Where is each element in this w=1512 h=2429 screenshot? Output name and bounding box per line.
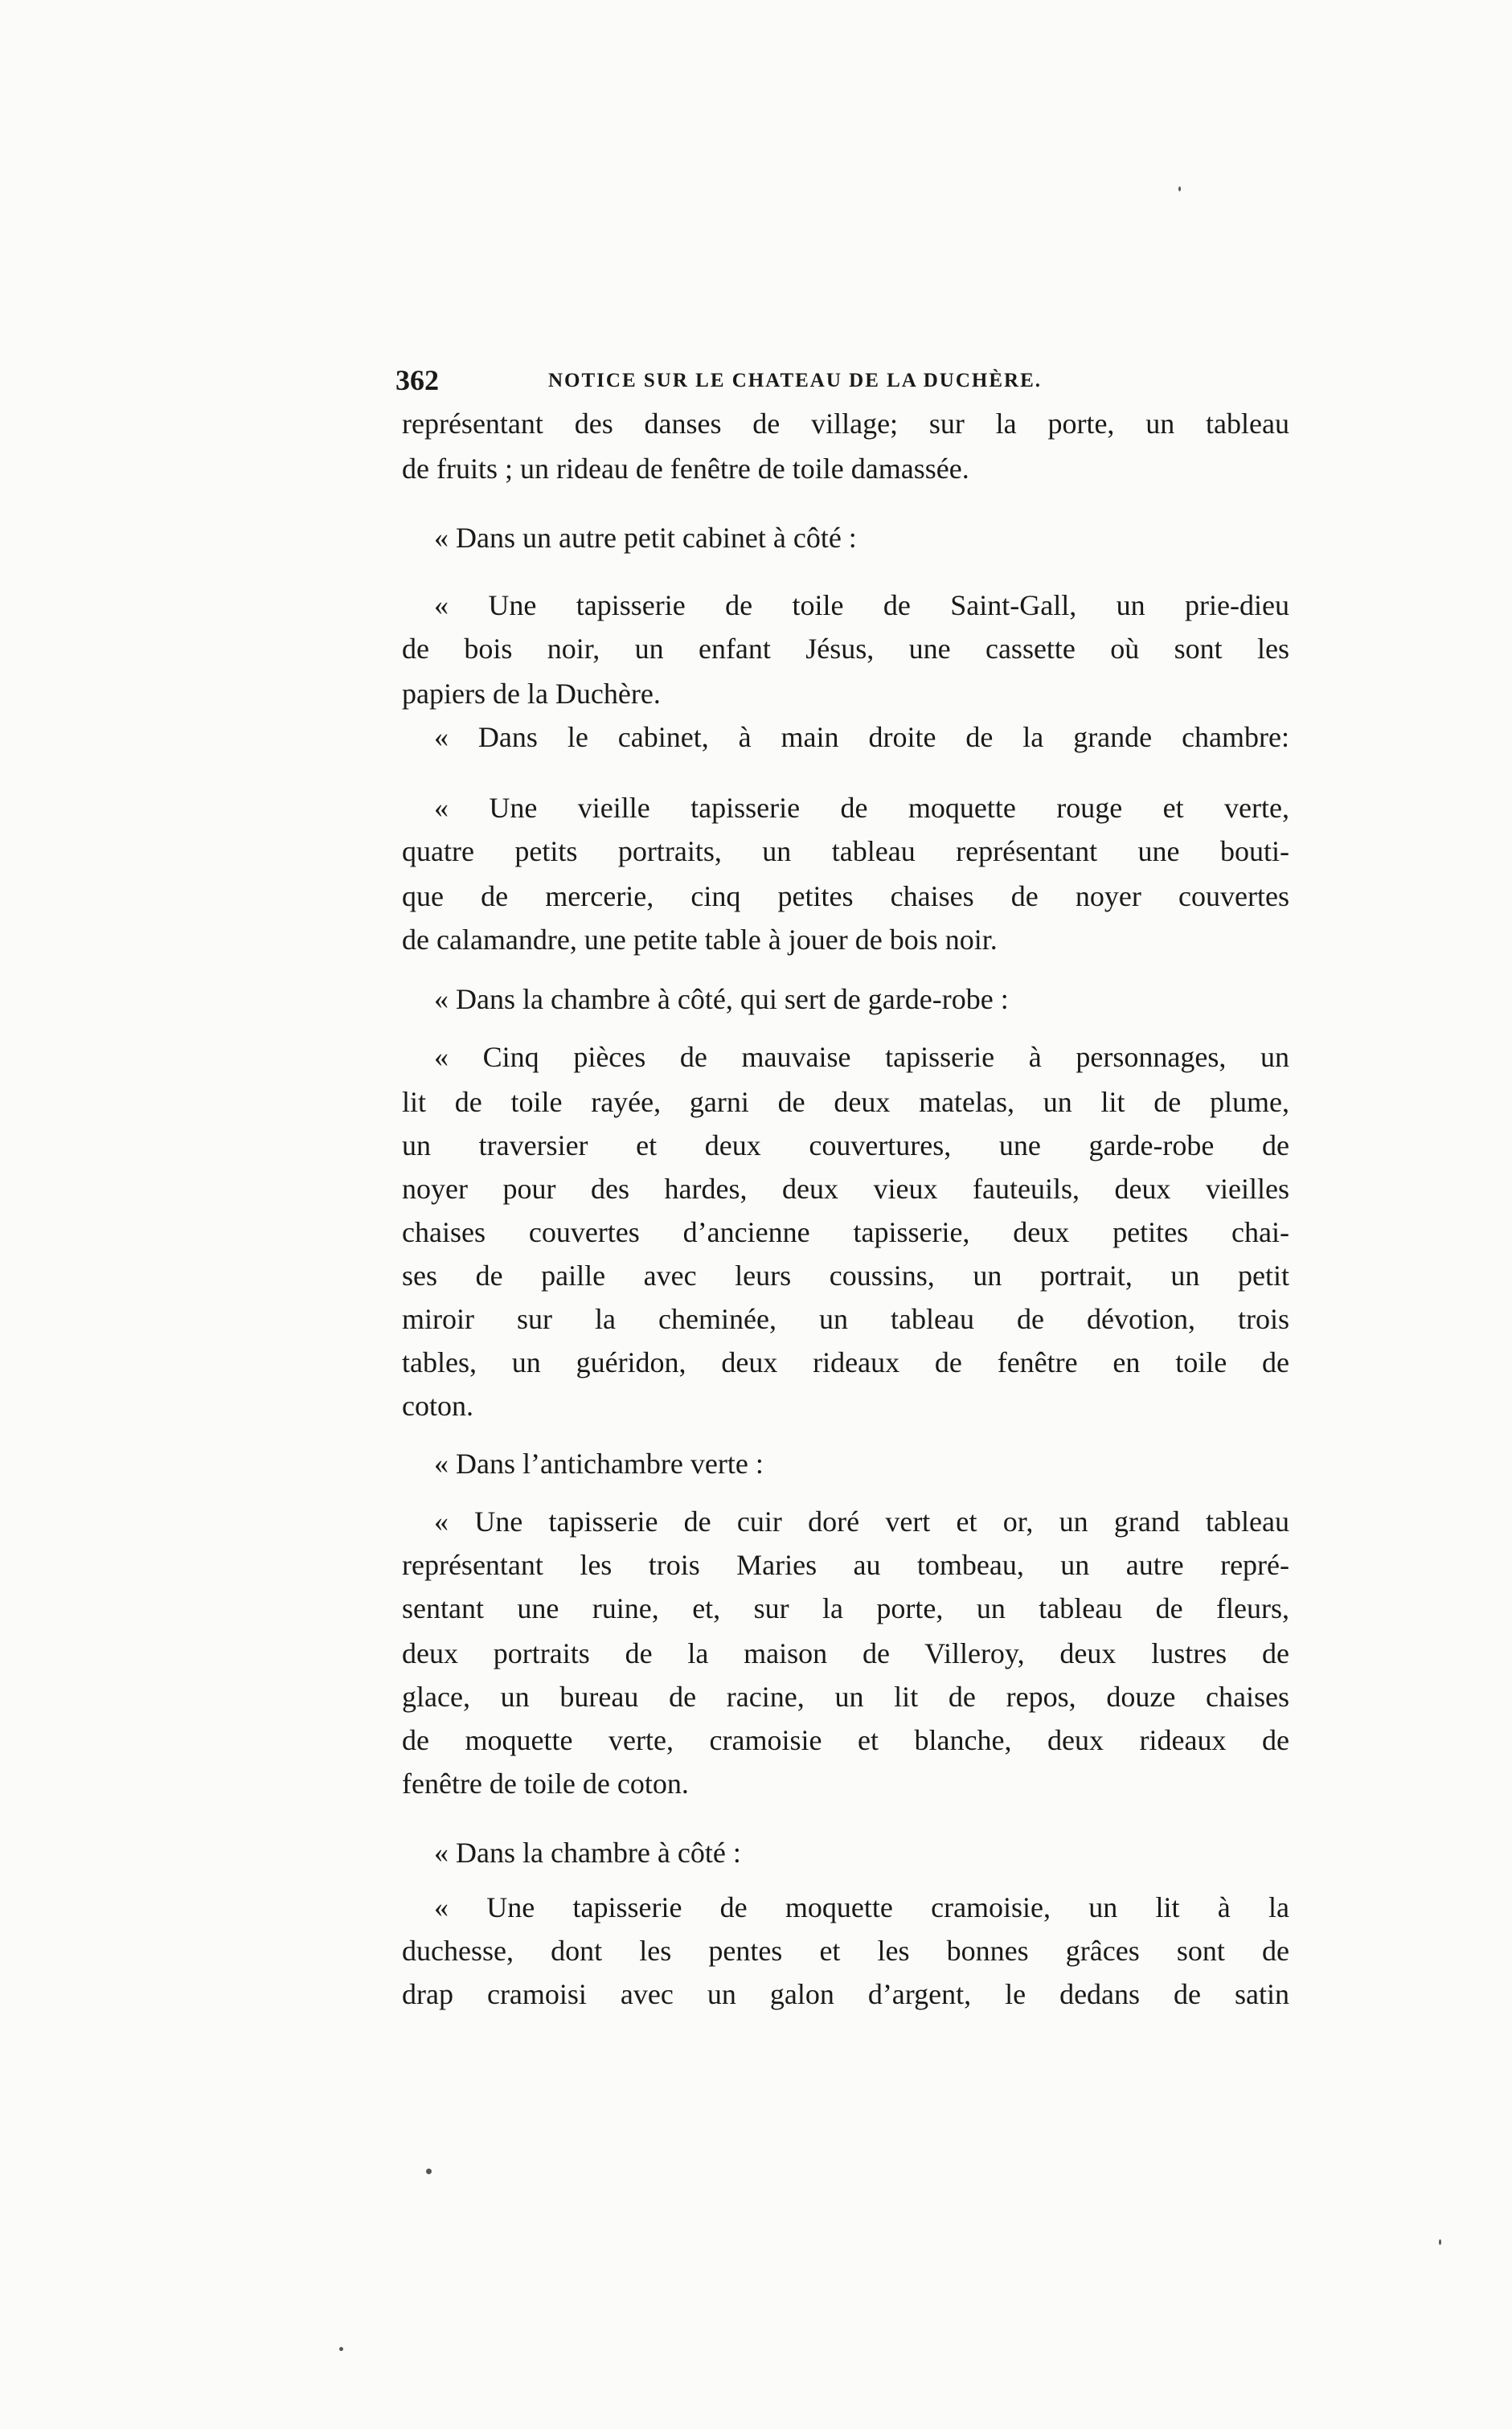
text-line: « Une tapisserie de cuir doré vert et or, un grand tableau (434, 1505, 1289, 1538)
text-line: « Dans le cabinet, à main droite de la grande chambre: (434, 721, 1289, 753)
text-line: fenêtre de toile de coton. (402, 1767, 689, 1800)
text-line: « Dans un autre petit cabinet à côté : (434, 522, 857, 554)
text-line: « Une tapisserie de toile de Saint-Gall, un prie-dieu (434, 589, 1289, 621)
text-line: que de mercerie, cinq petites chaises de noyer couvertes (402, 880, 1289, 912)
text-line: de moquette verte, cramoisie et blanche, deux rideaux de (402, 1724, 1289, 1756)
scan-speck (339, 2347, 343, 2351)
text-line: de calamandre, une petite table à jouer de bois noir. (402, 924, 998, 956)
text-line: duchesse, dont les pentes et les bonnes grâces sont de (402, 1935, 1289, 1967)
text-line: lit de toile rayée, garni de deux matelas, un lit de plume, (402, 1086, 1289, 1118)
page-header (395, 363, 1167, 403)
text-line: chaises couvertes d’ancienne tapisserie, deux petites chai- (402, 1216, 1289, 1248)
text-line: « Une tapisserie de moquette cramoisie, un lit à la (434, 1891, 1289, 1923)
scan-speck (1178, 186, 1181, 191)
running-title: NOTICE SUR LE CHATEAU DE LA DUCHÈRE. (548, 370, 1042, 391)
text-line: de fruits ; un rideau de fenêtre de toile damassée. (402, 453, 969, 485)
text-line: « Dans la chambre à côté, qui sert de garde-robe : (434, 983, 1009, 1015)
text-line: miroir sur la cheminée, un tableau de dévotion, trois (402, 1303, 1289, 1335)
text-line: représentant les trois Maries au tombeau, un autre repré- (402, 1549, 1289, 1581)
text-line: tables, un guéridon, deux rideaux de fenêtre en toile de (402, 1346, 1289, 1378)
text-line: de bois noir, un enfant Jésus, une cassette où sont les (402, 633, 1289, 665)
scan-speck (1439, 2239, 1441, 2245)
text-line: ses de paille avec leurs coussins, un portrait, un petit (402, 1260, 1289, 1292)
text-line: deux portraits de la maison de Villeroy, deux lustres de (402, 1637, 1289, 1669)
text-line: « Cinq pièces de mauvaise tapisserie à personnages, un (434, 1041, 1289, 1073)
text-line: coton. (402, 1390, 473, 1422)
text-line: papiers de la Duchère. (402, 678, 661, 710)
text-line: représentant des danses de village; sur la porte, un tableau (402, 408, 1289, 440)
scan-speck (426, 2169, 432, 2174)
text-line: « Dans la chambre à côté : (434, 1837, 741, 1869)
text-line: « Dans l’antichambre verte : (434, 1448, 764, 1480)
page-number: 362 (395, 364, 439, 396)
text-line: « Une vieille tapisserie de moquette rouge et verte, (434, 792, 1289, 824)
text-line: quatre petits portraits, un tableau représentant une bouti- (402, 835, 1289, 867)
text-line: noyer pour des hardes, deux vieux fauteuils, deux vieilles (402, 1173, 1289, 1205)
text-line: un traversier et deux couvertures, une garde-robe de (402, 1129, 1289, 1161)
text-line: drap cramoisi avec un galon d’argent, le dedans de satin (402, 1978, 1289, 2010)
text-line: sentant une ruine, et, sur la porte, un tableau de fleurs, (402, 1592, 1289, 1624)
text-line: glace, un bureau de racine, un lit de repos, douze chaises (402, 1681, 1289, 1713)
